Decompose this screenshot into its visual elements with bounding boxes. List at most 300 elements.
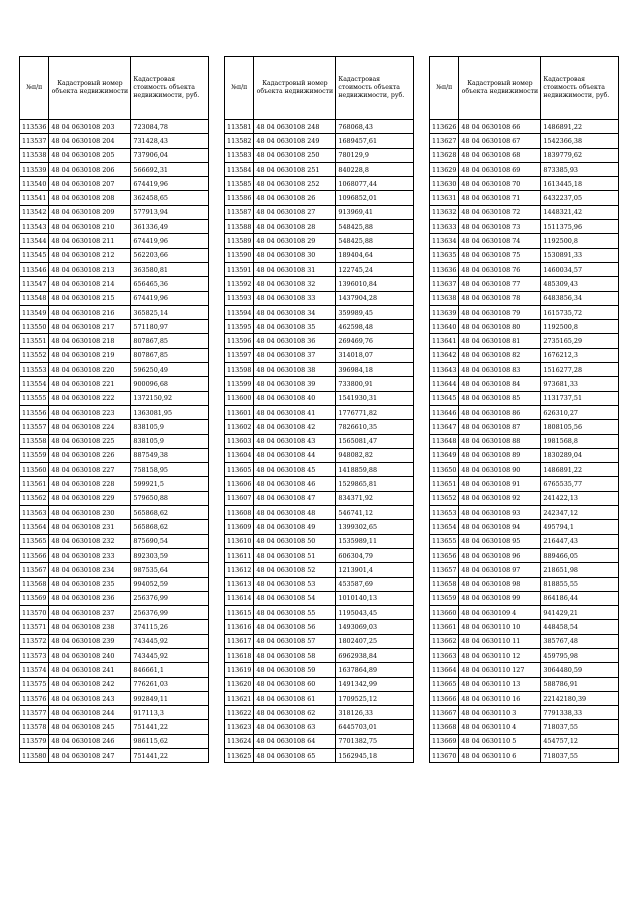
row-number: 113627 [430,134,459,148]
row-number: 113660 [430,606,459,620]
cadastral-number: 48 04 0630108 41 [254,405,336,419]
row-number: 113600 [225,391,254,405]
cadastral-number: 48 04 0630108 53 [254,577,336,591]
cadastral-value: 941429,21 [541,606,619,620]
table-row [430,620,619,634]
cadastral-number: 48 04 0630108 57 [254,634,336,648]
row-number: 113546 [20,262,49,276]
cadastral-value: 1637864,89 [336,663,414,677]
table-row [225,420,414,434]
row-number: 113659 [430,591,459,605]
row-number: 113541 [20,191,49,205]
cadastral-number: 48 04 0630108 76 [459,262,541,276]
table-row [225,720,414,734]
cadastral-value: 846661,1 [131,663,209,677]
table-row [430,734,619,748]
cadastral-number: 48 04 0630108 79 [459,305,541,319]
row-number: 113658 [430,577,459,591]
table-row [225,148,414,162]
table-row [430,663,619,677]
row-number: 113646 [430,405,459,419]
row-number: 113595 [225,320,254,334]
table-row [20,563,209,577]
cadastral-value: 1363081,95 [131,405,209,419]
cadastral-value: 751441,22 [131,749,209,763]
cadastral-number: 48 04 0630108 92 [459,491,541,505]
row-number: 113566 [20,548,49,562]
table-row [225,448,414,462]
row-number: 113564 [20,520,49,534]
row-number: 113643 [430,363,459,377]
cadastral-number: 48 04 0630108 248 [254,120,336,134]
cadastral-value: 1541930,31 [336,391,414,405]
cadastral-value: 122745,24 [336,262,414,276]
table-row [20,205,209,219]
table-row [20,262,209,276]
table-row [430,706,619,720]
cadastral-number: 48 04 0630108 87 [459,420,541,434]
row-number: 113617 [225,634,254,648]
cadastral-value: 1565081,47 [336,434,414,448]
table-row [225,434,414,448]
cadastral-value: 1709525,12 [336,691,414,705]
table-row [430,577,619,591]
cadastral-number: 48 04 0630108 244 [49,706,131,720]
row-number: 113570 [20,606,49,620]
row-number: 113601 [225,405,254,419]
cadastral-number: 48 04 0630108 94 [459,520,541,534]
cadastral-number: 48 04 0630108 80 [459,320,541,334]
table-row [430,391,619,405]
cadastral-number: 48 04 0630108 60 [254,677,336,691]
cadastral-number: 48 04 0630108 35 [254,320,336,334]
cadastral-number: 48 04 0630108 69 [459,162,541,176]
cadastral-value: 889466,05 [541,548,619,562]
row-number: 113588 [225,220,254,234]
cadastral-value: 987535,64 [131,563,209,577]
cadastral-number: 48 04 0630108 208 [49,191,131,205]
row-number: 113549 [20,305,49,319]
cadastral-value: 361336,49 [131,220,209,234]
table-row [225,320,414,334]
row-number: 113629 [430,162,459,176]
cadastral-number: 48 04 0630108 45 [254,463,336,477]
cadastral-number: 48 04 0630108 240 [49,648,131,662]
cadastral-number: 48 04 0630108 232 [49,534,131,548]
cadastral-value: 1192500,8 [541,320,619,334]
row-number: 113593 [225,291,254,305]
cadastral-value: 6432237,05 [541,191,619,205]
table-row [430,591,619,605]
cadastral-value: 1830289,04 [541,448,619,462]
cadastral-value: 242347,12 [541,506,619,520]
table-row [20,634,209,648]
cadastral-value: 1437904,28 [336,291,414,305]
row-number: 113583 [225,148,254,162]
row-number: 113556 [20,405,49,419]
cadastral-value: 1511375,96 [541,220,619,234]
table-row [20,220,209,234]
cadastral-value: 838105,9 [131,420,209,434]
row-number: 113589 [225,234,254,248]
cadastral-number: 48 04 0630108 243 [49,691,131,705]
row-number: 113638 [430,291,459,305]
cadastral-number: 48 04 0630108 33 [254,291,336,305]
row-number: 113560 [20,463,49,477]
row-number: 113542 [20,205,49,219]
row-number: 113562 [20,491,49,505]
row-number: 113631 [430,191,459,205]
cadastral-value: 548425,88 [336,220,414,234]
table-row [430,520,619,534]
table-row [430,691,619,705]
cadastral-number: 48 04 0630108 37 [254,348,336,362]
row-number: 113665 [430,677,459,691]
cadastral-number: 48 04 0630108 203 [49,120,131,134]
cadastral-value: 776261,03 [131,677,209,691]
table-row [20,606,209,620]
row-number: 113651 [430,477,459,491]
table-row [430,205,619,219]
cadastral-value: 626310,27 [541,405,619,419]
cadastral-value: 992849,11 [131,691,209,705]
cadastral-value: 565868,62 [131,506,209,520]
row-number: 113576 [20,691,49,705]
row-number: 113587 [225,205,254,219]
cadastral-value: 6445703,01 [336,720,414,734]
cadastral-value: 606304,79 [336,548,414,562]
cadastral-value: 913969,41 [336,205,414,219]
row-number: 113554 [20,377,49,391]
cadastral-number: 48 04 0630108 67 [459,134,541,148]
row-number: 113652 [430,491,459,505]
table-row [225,620,414,634]
table-row [430,177,619,191]
cadastral-value: 948082,82 [336,448,414,462]
table-row [20,248,209,262]
row-number: 113620 [225,677,254,691]
header-num: №п/п [430,57,459,120]
row-number: 113592 [225,277,254,291]
cadastral-value: 780129,9 [336,148,414,162]
row-number: 113612 [225,563,254,577]
row-number: 113619 [225,663,254,677]
cadastral-number: 48 04 0630108 59 [254,663,336,677]
row-number: 113670 [430,749,459,763]
header-num: №п/п [20,57,49,120]
cadastral-value: 743445,92 [131,648,209,662]
cadastral-value: 7826610,35 [336,420,414,434]
row-number: 113580 [20,749,49,763]
cadastral-number: 48 04 0630108 88 [459,434,541,448]
cadastral-number: 48 04 0630110 13 [459,677,541,691]
cadastral-number: 48 04 0630110 10 [459,620,541,634]
table-row [225,377,414,391]
cadastral-number: 48 04 0630108 82 [459,348,541,362]
cadastral-value: 1689457,61 [336,134,414,148]
table-row [20,320,209,334]
cadastral-number: 48 04 0630108 91 [459,477,541,491]
row-number: 113555 [20,391,49,405]
table-row [225,548,414,562]
row-number: 113558 [20,434,49,448]
row-number: 113647 [430,420,459,434]
cadastral-number: 48 04 0630108 62 [254,706,336,720]
table-row [20,477,209,491]
cadastral-value: 1399302,65 [336,520,414,534]
row-number: 113622 [225,706,254,720]
row-number: 113573 [20,648,49,662]
cadastral-value: 743445,92 [131,634,209,648]
table-row [20,620,209,634]
cadastral-value: 565868,62 [131,520,209,534]
table-row [20,420,209,434]
cadastral-number: 48 04 0630108 249 [254,134,336,148]
cadastral-number: 48 04 0630108 70 [459,177,541,191]
cadastral-value: 840228,8 [336,162,414,176]
row-number: 113613 [225,577,254,591]
cadastral-number: 48 04 0630108 221 [49,377,131,391]
row-number: 113602 [225,420,254,434]
cadastral-number: 48 04 0630108 236 [49,591,131,605]
cadastral-number: 48 04 0630108 75 [459,248,541,262]
cadastral-number: 48 04 0630108 229 [49,491,131,505]
cadastral-number: 48 04 0630108 242 [49,677,131,691]
row-number: 113607 [225,491,254,505]
cadastral-number: 48 04 0630108 66 [459,120,541,134]
table-row [430,148,619,162]
table-row [430,506,619,520]
cadastral-value: 495794,1 [541,520,619,534]
table-row [20,434,209,448]
cadastral-number: 48 04 0630108 32 [254,277,336,291]
cadastral-value: 362458,65 [131,191,209,205]
cadastral-value: 887549,38 [131,448,209,462]
table-row [430,162,619,176]
cadastral-value: 1491342,99 [336,677,414,691]
row-number: 113645 [430,391,459,405]
row-number: 113618 [225,648,254,662]
cadastral-number: 48 04 0630108 241 [49,663,131,677]
cadastral-number: 48 04 0630108 219 [49,348,131,362]
table-row [430,448,619,462]
cadastral-value: 562203,66 [131,248,209,262]
row-number: 113571 [20,620,49,634]
cadastral-number: 48 04 0630108 51 [254,548,336,562]
cadastral-value: 1542366,38 [541,134,619,148]
table-row [20,734,209,748]
cadastral-value: 3064480,59 [541,663,619,677]
row-number: 113633 [430,220,459,234]
row-number: 113624 [225,734,254,748]
cadastral-value: 1486891,22 [541,463,619,477]
row-number: 113594 [225,305,254,319]
table-row [20,377,209,391]
cadastral-value: 1808105,56 [541,420,619,434]
table-row [225,262,414,276]
cadastral-number: 48 04 0630108 90 [459,463,541,477]
cadastral-number: 48 04 0630108 96 [459,548,541,562]
cadastral-value: 733800,91 [336,377,414,391]
cadastral-value: 189404,64 [336,248,414,262]
row-number: 113552 [20,348,49,362]
table-row [20,648,209,662]
row-number: 113551 [20,334,49,348]
table-row [225,291,414,305]
cadastral-number: 48 04 0630110 127 [459,663,541,677]
table-row [20,491,209,505]
table-row [20,134,209,148]
cadastral-value: 1613445,18 [541,177,619,191]
cadastral-value: 241422,13 [541,491,619,505]
row-number: 113650 [430,463,459,477]
table-row [20,277,209,291]
table-row [20,463,209,477]
header-cadastral-value: Кадастровая стоимость объекта недвижимости, руб. [131,57,209,120]
table-row [20,234,209,248]
row-number: 113641 [430,334,459,348]
table-row [225,220,414,234]
cadastral-number: 48 04 0630108 97 [459,563,541,577]
row-number: 113538 [20,148,49,162]
cadastral-value: 1418859,88 [336,463,414,477]
row-number: 113545 [20,248,49,262]
cadastral-value: 363580,81 [131,262,209,276]
cadastral-value: 731428,43 [131,134,209,148]
row-number: 113548 [20,291,49,305]
row-number: 113559 [20,448,49,462]
cadastral-value: 588786,91 [541,677,619,691]
table-row [225,663,414,677]
table-row [20,520,209,534]
row-number: 113615 [225,606,254,620]
cadastral-value: 448458,54 [541,620,619,634]
cadastral-value: 365825,14 [131,305,209,319]
table-row [225,648,414,662]
cadastral-number: 48 04 0630110 3 [459,706,541,720]
cadastral-number: 48 04 0630108 44 [254,448,336,462]
table-header-row [20,57,209,120]
cadastral-number: 48 04 0630108 81 [459,334,541,348]
row-number: 113644 [430,377,459,391]
cadastral-value: 318126,33 [336,706,414,720]
cadastral-number: 48 04 0630108 78 [459,291,541,305]
header-num: №п/п [225,57,254,120]
cadastral-value: 1839779,62 [541,148,619,162]
cadastral-value: 462598,48 [336,320,414,334]
table-row [225,606,414,620]
header-cadastral-number: Кадастровый номер объекта недвижимости [49,57,131,120]
cadastral-value: 1535989,11 [336,534,414,548]
table-row [20,120,209,134]
row-number: 113663 [430,648,459,662]
cadastral-value: 1615735,72 [541,305,619,319]
cadastral-number: 48 04 0630108 217 [49,320,131,334]
row-number: 113662 [430,634,459,648]
table-row [20,663,209,677]
row-number: 113539 [20,162,49,176]
row-number: 113584 [225,162,254,176]
cadastral-value: 599921,5 [131,477,209,491]
row-number: 113567 [20,563,49,577]
cadastral-value: 596250,49 [131,363,209,377]
cadastral-number: 48 04 0630110 12 [459,648,541,662]
table-row [225,405,414,419]
cadastral-number: 48 04 0630108 50 [254,534,336,548]
cadastral-table-1 [19,56,209,763]
table-row [430,720,619,734]
cadastral-number: 48 04 0630108 28 [254,220,336,234]
row-number: 113611 [225,548,254,562]
cadastral-value: 6765535,77 [541,477,619,491]
cadastral-number: 48 04 0630110 4 [459,720,541,734]
cadastral-value: 396984,18 [336,363,414,377]
row-number: 113603 [225,434,254,448]
table-row [20,291,209,305]
cadastral-number: 48 04 0630110 16 [459,691,541,705]
row-number: 113605 [225,463,254,477]
cadastral-number: 48 04 0630108 235 [49,577,131,591]
table-row [20,591,209,605]
cadastral-value: 7701382,75 [336,734,414,748]
row-number: 113648 [430,434,459,448]
cadastral-value: 454757,12 [541,734,619,748]
cadastral-value: 453587,69 [336,577,414,591]
cadastral-value: 674419,96 [131,234,209,248]
cadastral-value: 7791338,33 [541,706,619,720]
row-number: 113625 [225,749,254,763]
row-number: 113630 [430,177,459,191]
table-row [225,506,414,520]
cadastral-value: 577913,94 [131,205,209,219]
cadastral-number: 48 04 0630108 247 [49,749,131,763]
cadastral-number: 48 04 0630108 85 [459,391,541,405]
table-row [225,591,414,605]
row-number: 113654 [430,520,459,534]
cadastral-number: 48 04 0630108 98 [459,577,541,591]
row-number: 113623 [225,720,254,734]
cadastral-value: 1068077,44 [336,177,414,191]
cadastral-value: 973681,33 [541,377,619,391]
cadastral-number: 48 04 0630108 230 [49,506,131,520]
cadastral-number: 48 04 0630108 84 [459,377,541,391]
cadastral-number: 48 04 0630108 223 [49,405,131,419]
table-row [20,405,209,419]
cadastral-number: 48 04 0630108 204 [49,134,131,148]
row-number: 113591 [225,262,254,276]
row-number: 113667 [430,706,459,720]
row-number: 113561 [20,477,49,491]
cadastral-number: 48 04 0630108 58 [254,648,336,662]
cadastral-number: 48 04 0630108 64 [254,734,336,748]
table-row [225,734,414,748]
cadastral-number: 48 04 0630108 77 [459,277,541,291]
cadastral-value: 269469,76 [336,334,414,348]
cadastral-number: 48 04 0630108 228 [49,477,131,491]
table-row [430,191,619,205]
row-number: 113596 [225,334,254,348]
table-row [225,334,414,348]
table-row [430,749,619,763]
table-row [430,548,619,562]
cadastral-table-2 [224,56,414,763]
row-number: 113565 [20,534,49,548]
table-row [225,134,414,148]
row-number: 113585 [225,177,254,191]
cadastral-value: 579650,88 [131,491,209,505]
cadastral-number: 48 04 0630108 99 [459,591,541,605]
table-row [225,363,414,377]
